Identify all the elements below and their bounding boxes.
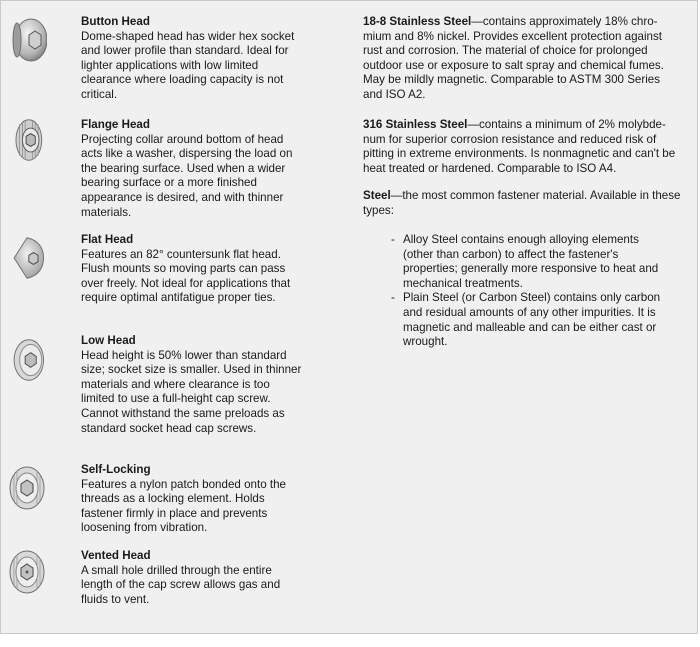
head-style-self-locking xyxy=(81,463,306,536)
material-name: Steel xyxy=(363,189,391,202)
self-locking-screw-icon xyxy=(7,465,47,511)
head-style-description: Features an 82° countersunk flat head. Flush mounts so moving parts can pass over freely. Not ideal for applications that require optimal antifatigue proper ties. xyxy=(81,247,291,305)
material-steel xyxy=(363,189,681,218)
material-18-8-stainless xyxy=(363,15,681,103)
head-style-description: Features a nylon patch bonded onto the threads as a locking element. Holds fastener firmly in place and prevents loosening from vibration. xyxy=(81,477,286,535)
head-style-button-head xyxy=(81,15,306,103)
head-style-title: Button Head xyxy=(81,15,150,28)
material-name: 316 Stainless Steel xyxy=(363,118,468,131)
head-style-flange-head xyxy=(81,118,306,220)
list-bullet: - xyxy=(391,291,395,305)
material-316-stainless xyxy=(363,118,681,176)
material-description: —contains a minimum of 2% molybde-num for superior corrosion resistance and reduced risk of pitting in extreme environments. Is nonmagnetic and can't be heat treated or hardened. Comparable to ISO A4. xyxy=(363,118,676,175)
flange-head-screw-icon xyxy=(7,117,47,163)
head-style-description: Head height is 50% lower than standard size; socket size is smaller. Used in thinner materials and where clearance is too limited to use a full-height cap screw. Cannot withstand the same preloads as standard socket head cap screws. xyxy=(81,348,302,435)
list-item xyxy=(391,291,661,349)
steel-type-text: Plain Steel (or Carbon Steel) contains only carbon and residual amounts of any other impurities. It is magnetic and malleable and can be either cast or wrought. xyxy=(403,291,661,349)
steel-types-list xyxy=(391,233,661,350)
head-style-description: Projecting collar around bottom of head acts like a washer, dispersing the load on the bearing surface. Used when a wider bearing surface or a more finished appearance is desired, and with thinner materials. xyxy=(81,132,293,219)
head-style-description: Dome-shaped head has wider hex socket and lower profile than standard. Ideal for lighter applications with low limited clearance where loading capacity is not critical. xyxy=(81,29,295,101)
material-name: 18-8 Stainless Steel xyxy=(363,15,472,28)
steel-type-text: Alloy Steel contains enough alloying elements (other than carbon) to affect the fastener's properties; generally more responsive to heat and mechanical treatments. xyxy=(403,233,659,290)
low-head-screw-icon xyxy=(7,337,47,383)
material-description: —the most common fastener material. Available in these types: xyxy=(363,189,681,217)
flat-head-screw-icon xyxy=(7,235,47,281)
button-head-screw-icon xyxy=(7,17,47,63)
head-style-title: Flat Head xyxy=(81,233,134,246)
head-style-title: Low Head xyxy=(81,334,136,347)
head-style-title: Flange Head xyxy=(81,118,150,131)
head-style-flat-head xyxy=(81,233,306,306)
list-item xyxy=(391,233,661,291)
list-bullet: - xyxy=(391,233,395,246)
head-style-vented-head xyxy=(81,549,306,607)
head-style-title: Vented Head xyxy=(81,549,151,562)
material-description: —contains approximately 18% chro-mium and 8% nickel. Provides excellent protection against rust and corrosion. The material of choice for prolonged outdoor use or exposure to salt spray and chemical fumes. May be mildly magnetic. Comparable to ASTM 300 Series and ISO A2. xyxy=(363,15,664,101)
vented-head-screw-icon xyxy=(7,549,47,595)
head-style-low-head xyxy=(81,334,306,436)
head-style-title: Self-Locking xyxy=(81,463,151,476)
head-style-description: A small hole drilled through the entire length of the cap screw allows gas and fluids to vent. xyxy=(81,563,281,606)
